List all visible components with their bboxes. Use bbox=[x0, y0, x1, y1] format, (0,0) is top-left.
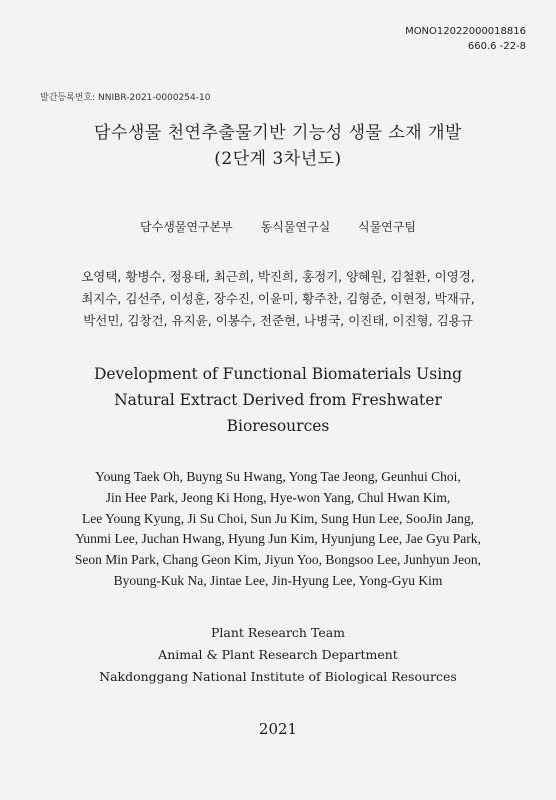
department-team: 식물연구팀 bbox=[358, 220, 416, 234]
english-title-line: Bioresources bbox=[226, 417, 330, 435]
catalog-number-block bbox=[405, 24, 526, 54]
english-authors-line: Jin Hee Park, Jeong Ki Hong, Hye-won Yang, Chul Hwan Kim, bbox=[105, 489, 451, 505]
organization-department: Animal & Plant Research Department bbox=[158, 647, 398, 662]
english-authors-line: Young Taek Oh, Buyng Su Hwang, Yong Tae Jeong, Geunhui Choi, bbox=[95, 469, 461, 484]
korean-authors-line: 박선민, 김창건, 유지윤, 이봉수, 전준현, 나병국, 이진태, 이진형, 김용규 bbox=[83, 313, 473, 328]
classification-number: 660.6 -22-8 bbox=[467, 41, 526, 52]
korean-title-line: 담수생물 천연추출물기반 기능성 생물 소재 개발 bbox=[94, 123, 462, 143]
english-authors-line: Byoung-Kuk Na, Jintae Lee, Jin-Hyung Lee, Yong-Gyu Kim bbox=[113, 572, 443, 588]
english-authors-line: Seon Min Park, Chang Geon Kim, Jiyun Yoo, Bongsoo Lee, Junhyun Jeon, bbox=[74, 552, 482, 568]
english-authors bbox=[0, 467, 556, 592]
english-authors-line: Yunmi Lee, Juchan Hwang, Hyung Jun Kim, Hyunjung Lee, Jae Gyu Park, bbox=[75, 531, 481, 547]
organization-team: Plant Research Team bbox=[210, 625, 346, 640]
english-title bbox=[0, 361, 556, 439]
organization-institute: Nakdonggang National Institute of Biological Resources bbox=[99, 669, 457, 684]
department-division: 담수생물연구본부 bbox=[140, 220, 233, 234]
english-title-line: Development of Functional Biomaterials Using bbox=[93, 365, 463, 383]
department-lab: 동식물연구실 bbox=[260, 220, 331, 234]
korean-title-subtitle: (2단계 3차년도) bbox=[214, 149, 342, 169]
english-authors-line: Lee Young Kyung, Ji Su Choi, Sun Ju Kim, Sung Hun Lee, SooJin Jang, bbox=[82, 510, 474, 526]
korean-authors-line: 최지수, 김선주, 이성훈, 장수진, 이윤미, 황주찬, 김형준, 이현정, 박재규, bbox=[81, 291, 475, 306]
catalog-code: MONO12022000018816 bbox=[405, 26, 526, 37]
korean-title bbox=[0, 120, 556, 172]
organization-block bbox=[0, 622, 556, 688]
korean-departments bbox=[0, 218, 556, 235]
registration-number: 발간등록번호: NNIBR-2021-0000254-10 bbox=[40, 93, 211, 103]
korean-authors-line: 오영택, 황병수, 정용태, 최근희, 박진희, 홍정기, 양혜원, 김철환, 이영경, bbox=[81, 269, 475, 284]
korean-authors bbox=[0, 266, 556, 332]
english-title-line: Natural Extract Derived from Freshwater bbox=[114, 391, 442, 409]
publication-year: 2021 bbox=[258, 720, 298, 738]
